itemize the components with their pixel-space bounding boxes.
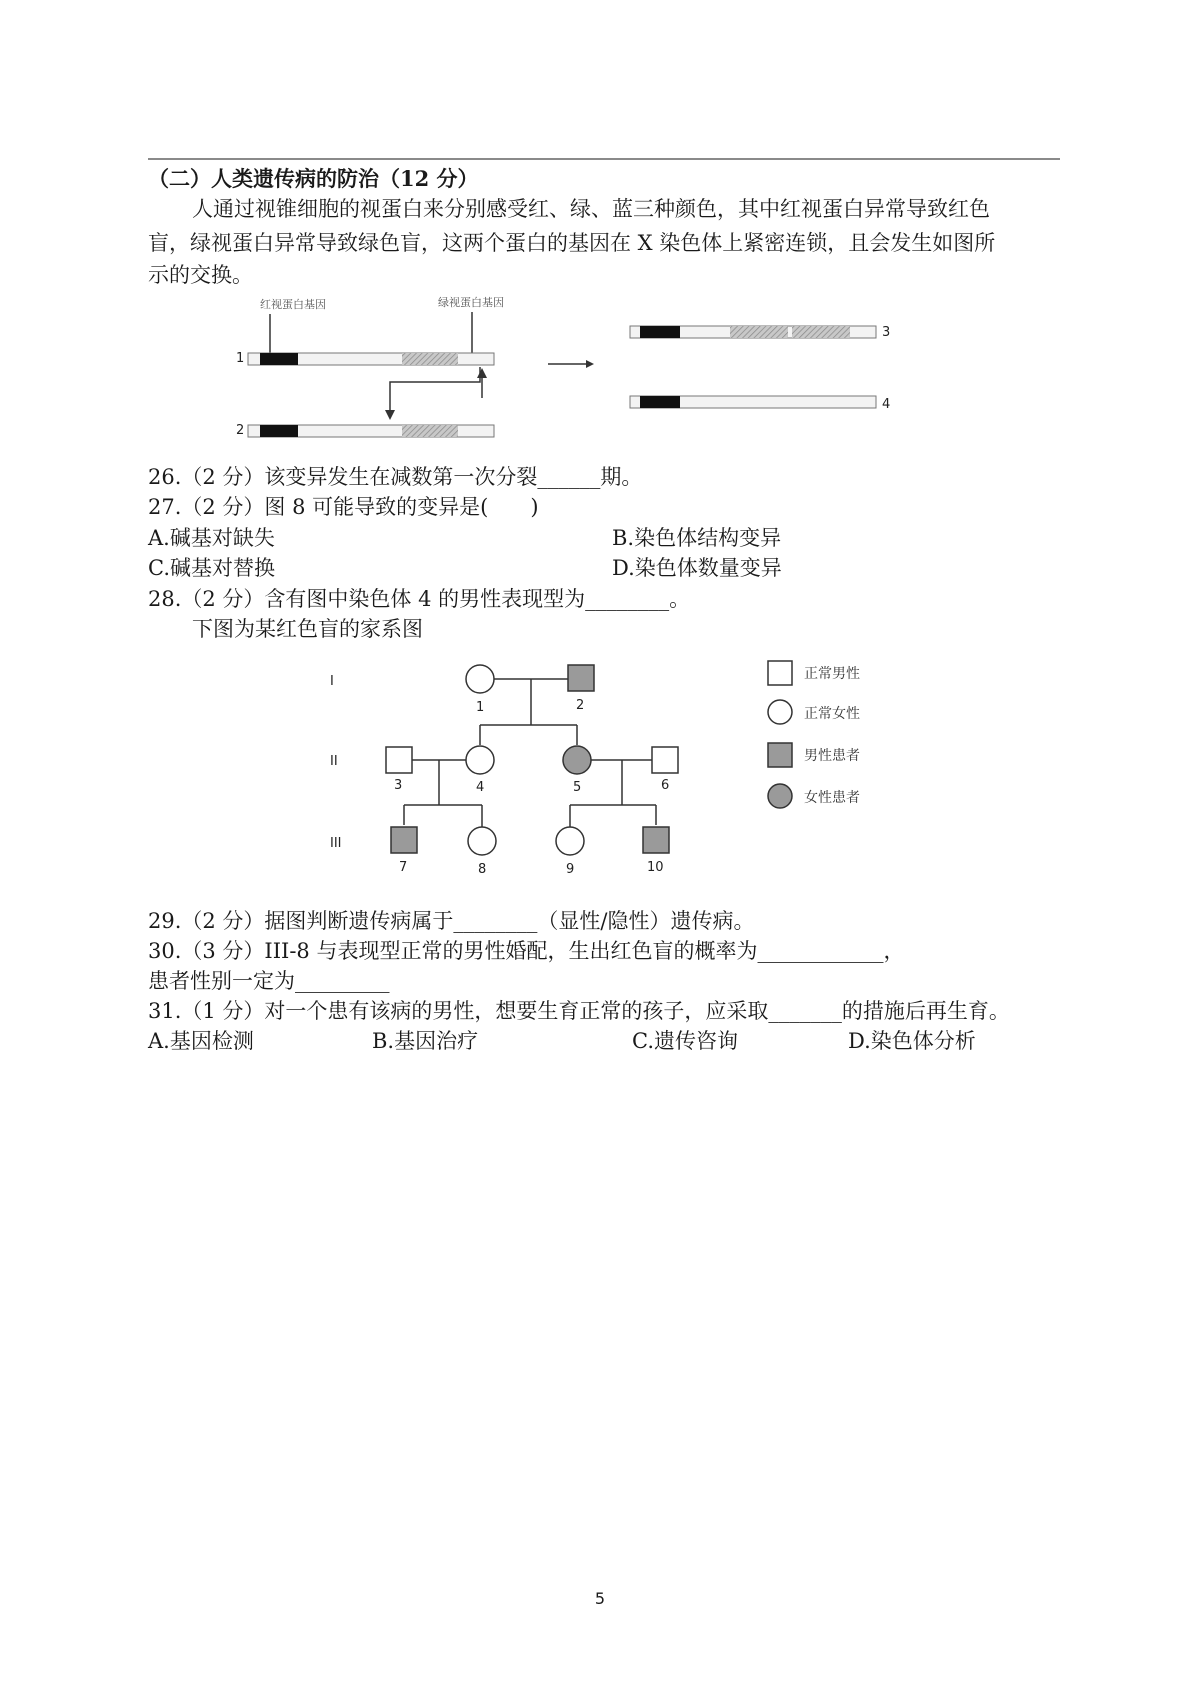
crossover-arrow — [385, 367, 487, 420]
top-divider — [148, 158, 1060, 160]
q31-option-d: D.染色体分析 — [848, 1029, 976, 1053]
chromosome-number-1: 1 — [236, 351, 245, 366]
individual-number-9: 9 — [566, 862, 575, 877]
individual-9 — [556, 827, 584, 855]
intro-line-3: 示的交换。 — [148, 263, 253, 287]
individual-8 — [468, 827, 496, 855]
individual-number-3: 3 — [394, 778, 403, 793]
legend-affected-female: 女性患者 — [804, 790, 860, 806]
section-heading: （二）人类遗传病的防治（12 分） — [148, 166, 479, 191]
generation-label-2: II — [330, 754, 338, 769]
individual-5 — [563, 746, 591, 774]
individual-2 — [568, 665, 594, 691]
generation-label-1: I — [330, 674, 334, 689]
question-28: 28.（2 分）含有图中染色体 4 的男性表现型为________。 — [148, 587, 691, 611]
intro-line-1: 人通过视锥细胞的视蛋白来分别感受红、绿、蓝三种颜色，其中红视蛋白异常导致红色 — [192, 197, 990, 221]
question-30-line-2: 患者性别一定为_________ — [148, 969, 390, 993]
chromosome-3 — [630, 326, 876, 338]
legend-normal-male: 正常男性 — [804, 666, 860, 682]
green-gene-label: 绿视蛋白基因 — [438, 296, 504, 309]
individual-4 — [466, 746, 494, 774]
individual-number-2: 2 — [576, 698, 585, 713]
pedigree-chart — [320, 655, 920, 895]
intro-line-2: 盲，绿视蛋白异常导致绿色盲，这两个蛋白的基因在 X 染色体上紧密连锁，且会发生如图所 — [148, 231, 996, 255]
crossover-figure — [230, 290, 990, 455]
generation-label-3: III — [330, 836, 342, 851]
q27-option-c: C.碱基对替换 — [148, 556, 275, 580]
q31-option-a: A.基因检测 — [148, 1029, 254, 1053]
chromosome-number-4: 4 — [882, 397, 891, 412]
question-26: 26.（2 分）该变异发生在减数第一次分裂______期。 — [148, 465, 643, 489]
individual-7 — [391, 827, 417, 853]
individual-6 — [652, 747, 678, 773]
legend-normal-female-symbol — [768, 700, 792, 724]
legend-affected-female-symbol — [768, 784, 792, 808]
question-29: 29.（2 分）据图判断遗传病属于________（显性/隐性）遗传病。 — [148, 909, 755, 933]
individual-number-7: 7 — [399, 860, 408, 875]
chromosome-2 — [248, 425, 494, 437]
individual-number-1: 1 — [476, 700, 485, 715]
chromosome-number-2: 2 — [236, 423, 245, 438]
individual-1 — [466, 665, 494, 693]
question-27: 27.（2 分）图 8 可能导致的变异是( ) — [148, 495, 539, 519]
question-31: 31.（1 分）对一个患有该病的男性，想要生育正常的孩子，应采取_______的措施后再生育。 — [148, 999, 1010, 1023]
q27-option-b: B.染色体结构变异 — [612, 526, 782, 550]
individual-number-4: 4 — [476, 780, 485, 795]
q31-option-b: B.基因治疗 — [372, 1029, 479, 1053]
pedigree-intro: 下图为某红色盲的家系图 — [192, 617, 423, 641]
individual-10 — [643, 827, 669, 853]
individual-number-10: 10 — [647, 860, 664, 875]
individual-number-5: 5 — [573, 780, 582, 795]
question-30-line-1: 30.（3 分）III-8 与表现型正常的男性婚配，生出红色盲的概率为____________， — [148, 939, 905, 963]
result-arrow — [548, 360, 594, 368]
legend-affected-male: 男性患者 — [804, 748, 860, 764]
chromosome-number-3: 3 — [882, 325, 891, 340]
chromosome-4 — [630, 396, 876, 408]
legend-normal-male-symbol — [768, 661, 792, 685]
individual-3 — [386, 747, 412, 773]
individual-number-6: 6 — [661, 778, 670, 793]
legend-normal-female: 正常女性 — [804, 706, 860, 722]
chromosome-1 — [248, 353, 494, 365]
red-gene-label: 红视蛋白基因 — [260, 298, 326, 311]
legend-affected-male-symbol — [768, 743, 792, 767]
q31-option-c: C.遗传咨询 — [632, 1029, 738, 1053]
page-number: 5 — [594, 1589, 606, 1608]
individual-number-8: 8 — [478, 862, 487, 877]
q27-option-a: A.碱基对缺失 — [148, 526, 275, 550]
q27-option-d: D.染色体数量变异 — [612, 556, 782, 580]
